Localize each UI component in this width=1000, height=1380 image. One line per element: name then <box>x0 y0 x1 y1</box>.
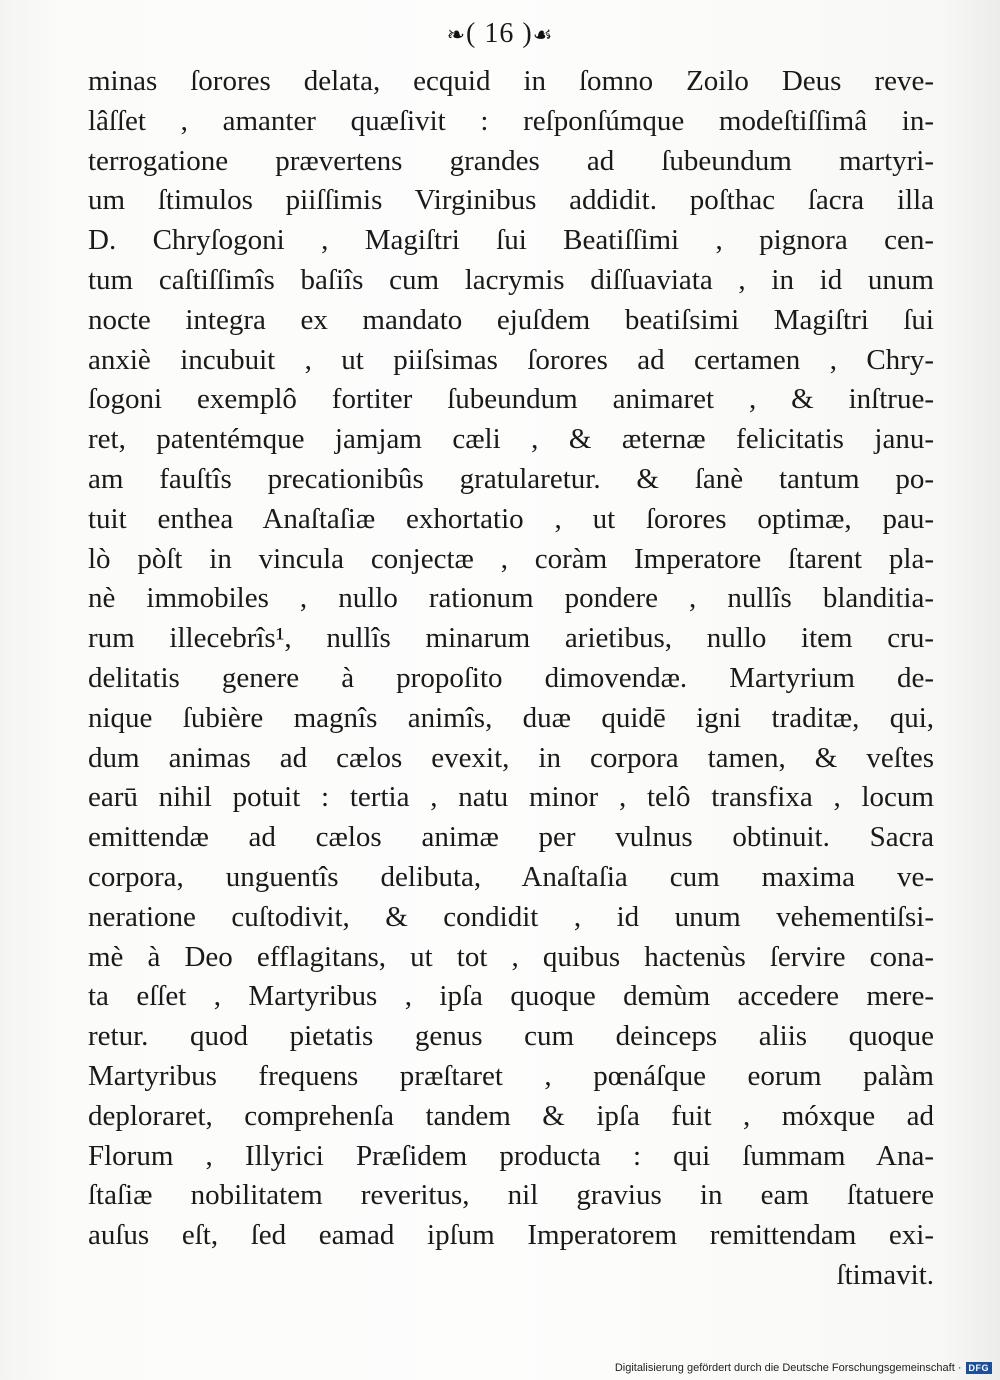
text-line: ſtimavit. <box>836 1258 934 1291</box>
text-line: ſogoni exemplô fortiter ſubeundum animaret , & inſtrue- <box>88 383 934 416</box>
page-header <box>0 18 1000 50</box>
text-line: mè à Deo efflagitans, ut tot , quibus hactenùs ſervire cona- <box>88 940 934 973</box>
text-line: ret, patentémque jamjam cæli , & æternæ felicitatis janu- <box>88 423 934 456</box>
text-line: rum illecebrîs¹, nullîs minarum arietibus, nullo item cru- <box>88 622 934 655</box>
text-line: dum animas ad cælos evexit, in corpora tamen, & veſtes <box>88 741 934 774</box>
text-line: ſtaſiæ nobilitatem reveritus, nil gravius in eam ſtatuere <box>88 1179 934 1212</box>
text-line: retur. quod pietatis genus cum deinceps aliis quoque <box>88 1020 934 1053</box>
body-text <box>88 62 934 1296</box>
text-line: am fauſtîs precationibûs gratularetur. & ſanè tantum po- <box>88 462 934 495</box>
text-line: um ſtimulos piiſſimis Virginibus addidit. poſthac ſacra illa <box>88 184 934 217</box>
text-line: auſus eſt, ſed eamad ipſum Imperatorem remittendam exi- <box>88 1219 934 1252</box>
text-line: minas ſorores delata, ecquid in ſomno Zoilo Deus reve- <box>88 65 934 97</box>
text-line: Martyribus frequens præſtaret , pœnáſque eorum palàm <box>88 1059 934 1092</box>
text-line: emittendæ ad cælos animæ per vulnus obtinuit. Sacra <box>88 821 934 854</box>
text-line: tuit enthea Anaſtaſiæ exhortatio , ut ſorores optimæ, pau- <box>88 502 934 535</box>
text-line: corpora, unguentîs delibuta, Anaſtaſia cum maxima ve- <box>88 860 934 893</box>
text-line: Florum , Illyrici Præſidem producta : qui ſummam Ana- <box>88 1139 934 1172</box>
text-line: lò pòſt in vincula conjectæ , coràm Imperatore ſtarent pla- <box>88 542 934 575</box>
text-line: nè immobiles , nullo rationum pondere , nullîs blanditia- <box>88 582 934 615</box>
text-line: deploraret, comprehenſa tandem & ipſa fuit , móxque ad <box>88 1099 934 1132</box>
text-line: D. Chryſogoni , Magiſtri ſui Beatiſſimi , pignora cen- <box>88 224 934 257</box>
digitization-credit: Digitalisierung gefördert durch die Deutsche Forschungsgemeinschaft · <box>614 1362 962 1374</box>
text-line: tum caſtiſſimîs baſiîs cum lacrymis diſſuaviata , in id unum <box>88 263 934 296</box>
text-line: earū nihil potuit : tertia , natu minor , telô transfixa , locum <box>88 781 934 814</box>
text-line: terrogatione prævertens grandes ad ſubeundum martyri- <box>88 144 934 177</box>
dfg-logo: DFG <box>966 1362 993 1374</box>
text-line: ta eſſet , Martyribus , ipſa quoque demùm accedere mere- <box>88 980 934 1013</box>
text-line: nocte integra ex mandato ejuſdem beatiſsimi Magiſtri ſui <box>88 303 934 336</box>
text-line: neratione cuſtodivit, & condidit , id unum vehementiſsi- <box>88 900 934 933</box>
page-number: ( 16 ) <box>466 18 533 49</box>
text-line: delitatis genere à propoſito dimovendæ. Martyrium de- <box>88 661 934 694</box>
text-line: lâſſet , amanter quæſivit : reſponſúmque modeſtiſſimâ in- <box>88 104 934 137</box>
ornament-right-icon: ☙ <box>532 22 554 47</box>
ornament-left-icon: ❧ <box>446 22 467 47</box>
text-line: anxiè incubuit , ut piiſsimas ſorores ad certamen , Chry- <box>88 343 934 376</box>
footer <box>615 1362 992 1374</box>
text-line: nique ſubière magnîs animîs, duæ quidē igni traditæ, qui, <box>88 701 934 734</box>
